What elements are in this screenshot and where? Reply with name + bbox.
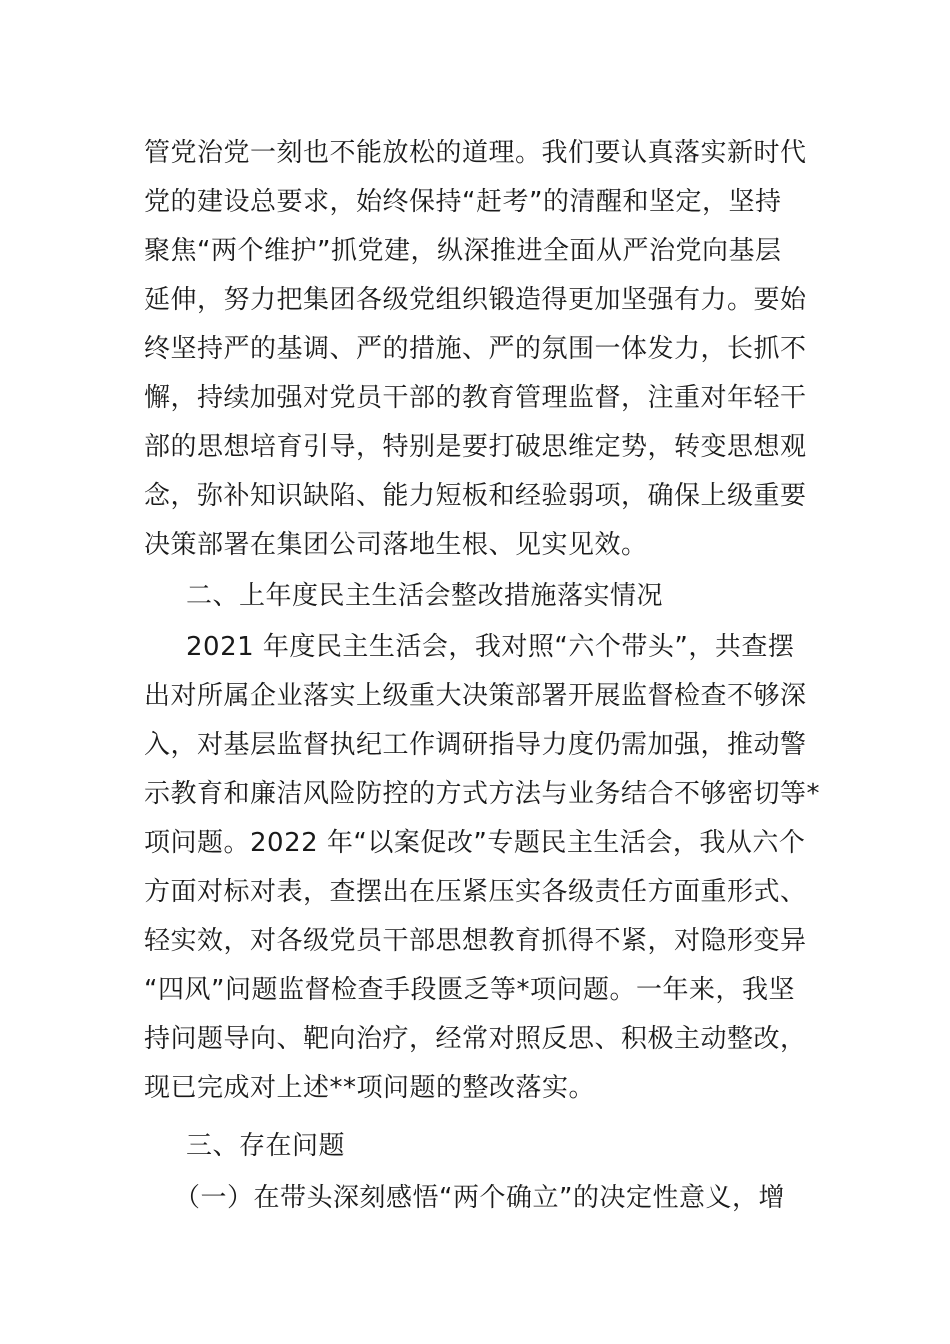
body-line: 懈，持续加强对党员干部的教育管理监督，注重对年轻干 [144, 383, 807, 413]
subsection-heading: （一）在带头深刻感悟“两个确立”的决定性意义，增 [174, 1183, 785, 1213]
body-line: 持问题导向、靶向治疗，经常对照反思、积极主动整改， [144, 1024, 807, 1054]
body-line: 管党治党一刻也不能放松的道理。我们要认真落实新时代 [144, 138, 807, 168]
body-line: 项问题。2022 年“以案促改”专题民主生活会，我从六个 [144, 828, 806, 858]
body-line: 终坚持严的基调、严的措施、严的氛围一体发力，长抓不 [144, 334, 807, 364]
paragraph-first-line: 2021 年度民主生活会，我对照“六个带头”，共查摆 [186, 632, 795, 662]
section-heading: 二、上年度民主生活会整改措施落实情况 [186, 581, 664, 611]
body-line: 出对所属企业落实上级重大决策部署开展监督检查不够深 [144, 681, 807, 711]
body-line: 现已完成对上述**项问题的整改落实。 [144, 1073, 596, 1103]
body-line: 方面对标对表，查摆出在压紧压实各级责任方面重形式、 [144, 877, 807, 907]
section-heading: 三、存在问题 [186, 1131, 346, 1161]
body-line: 入，对基层监督执纪工作调研指导力度仍需加强，推动警 [144, 730, 807, 760]
body-line: 示教育和廉洁风险防控的方式方法与业务结合不够密切等* [144, 779, 821, 809]
body-line: 念，弥补知识缺陷、能力短板和经验弱项，确保上级重要 [144, 481, 807, 511]
body-line: 决策部署在集团公司落地生根、见实见效。 [144, 530, 648, 560]
body-line: 党的建设总要求，始终保持“赶考”的清醒和坚定，坚持 [144, 187, 782, 217]
body-line: 延伸，努力把集团各级党组织锻造得更加坚强有力。要始 [144, 285, 807, 315]
body-line: 聚焦“两个维护”抓党建，纵深推进全面从严治党向基层 [144, 236, 782, 266]
body-line: 轻实效，对各级党员干部思想教育抓得不紧，对隐形变异 [144, 926, 807, 956]
body-line: “四风”问题监督检查手段匮乏等*项问题。一年来，我坚 [144, 975, 795, 1005]
body-line: 部的思想培育引导，特别是要打破思维定势，转变思想观 [144, 432, 807, 462]
